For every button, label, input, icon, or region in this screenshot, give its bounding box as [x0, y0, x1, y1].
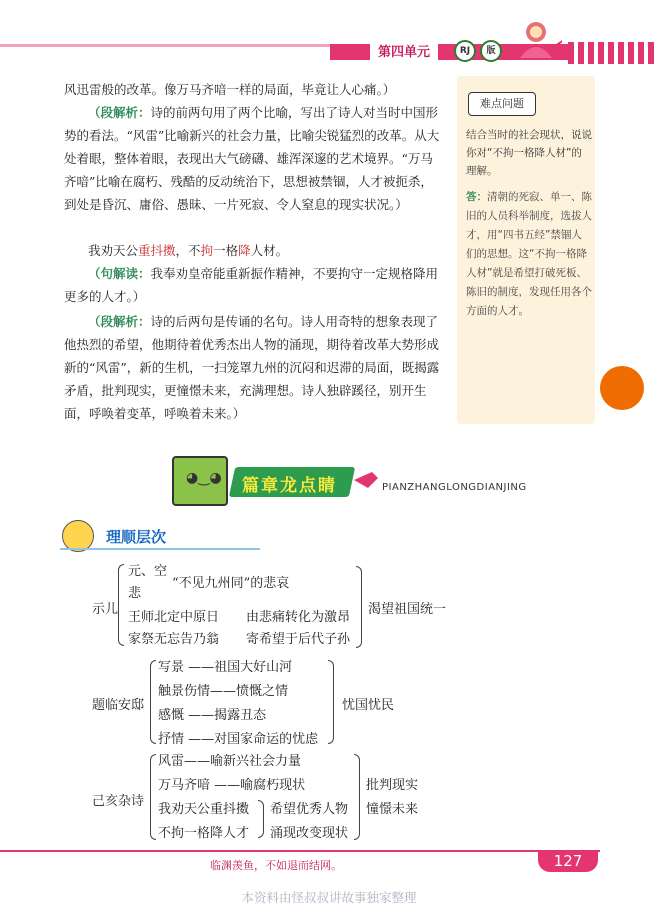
inner-brace	[258, 800, 264, 838]
tree-node: 抒情 ——对国家命运的忧虑	[158, 732, 319, 747]
banner-title: 篇章龙点睛	[242, 476, 337, 496]
poem-text: ，不	[175, 243, 201, 258]
tree-node: 家祭无忘告乃翁	[128, 632, 220, 647]
edition-badge: RJ	[454, 40, 476, 62]
poem-text: 人材。	[250, 243, 289, 258]
tree-node: 我劝天公重抖擞	[158, 802, 250, 817]
tree-node: 万马齐喑 ——喻腐朽现状	[158, 778, 306, 793]
side-note-title: 难点问题	[468, 92, 536, 116]
sentence-interpretation	[64, 262, 444, 308]
header-decoration	[568, 42, 658, 64]
tree-node: 寄希望于后代子孙	[246, 632, 351, 647]
tree-node: “不见九州同”的悲哀	[172, 576, 290, 591]
poem-title: 题临安邸	[92, 698, 145, 713]
interpretation-tag: （句解读：	[88, 266, 151, 281]
header-stripe	[0, 44, 330, 47]
analysis-tag: （段解析：	[88, 105, 151, 120]
paragraph-text: 诗的后两句是传诵的名句。诗人用奇特的想象表现了他热烈的希望，他期待着优秀杰出人物的涌现，期待着改革大势形成新的“风雷”，新的生机，一扫笼罩九州的沉闷和迟滞的局面，既揭露矛盾，批判现实，更憧憬未来，充满理想。诗人独辟蹊径，别开生面，呼唤着变革，呼唤着未来。）	[64, 314, 440, 421]
right-brace	[328, 660, 334, 744]
tree-node: 涌现改变现状	[270, 826, 349, 841]
section-underline	[60, 548, 260, 550]
answer-text: 清朝的死寂、单一、陈旧的人员科举制度，选拔人才，用“四书五经”禁锢人们的思想。这“不拘一格降人材”就是希望打破死板、陈旧的制度，发现任用各个方面的人才。	[466, 191, 592, 317]
cube-face-icon: ◕‿◕	[186, 470, 222, 486]
tree-node: 触景伤情——愤慨之情	[158, 684, 289, 699]
answer-label: 答：	[466, 191, 487, 203]
poem-title: 己亥杂诗	[92, 794, 145, 809]
paragraph-text: 风迅雷般的改革。像万马齐喑一样的局面，毕竟让人心痛。）	[64, 82, 396, 97]
tree-node: 写景 ——祖国大好山河	[158, 660, 293, 675]
footer-note: 本资料由怪叔叔讲故事独家整理	[241, 890, 417, 905]
tree-result: 忧国忧民	[342, 698, 395, 713]
paragraph-analysis-1	[64, 101, 444, 216]
tree-result: 渴望祖国统一	[368, 602, 447, 617]
mascot-icon	[600, 366, 644, 410]
right-brace	[356, 566, 362, 648]
page-number: 127	[538, 850, 598, 872]
pointing-hand-icon	[352, 468, 382, 492]
paragraph-0	[64, 78, 444, 101]
unit-title: 第四单元	[370, 39, 438, 62]
left-brace	[150, 660, 156, 744]
paragraph-text: 我奉劝皇帝能重新振作精神，不要拘守一定规格降用更多的人才。）	[64, 266, 439, 304]
tree-node: 由悲痛转化为激昂	[246, 610, 351, 625]
poem-text: 一格	[213, 243, 239, 258]
poem-keyword: 抖擞	[150, 243, 176, 258]
banner-pinyin: PIANZHANGLONGDIANJING	[382, 482, 527, 493]
tree-node: 感慨 ——揭露丑态	[158, 708, 267, 723]
edition-badge-2: 版	[480, 40, 502, 62]
right-brace	[354, 754, 360, 840]
tree-node: 不拘一格降人才	[158, 826, 250, 841]
footer-slogan: 临渊羡鱼，不如退而结网。	[210, 859, 342, 872]
tree-node: 元、空	[128, 564, 168, 579]
left-brace	[118, 564, 124, 646]
side-note-answer	[466, 188, 592, 321]
tree-node: 悲	[128, 586, 142, 601]
poem-text: 我劝天公	[88, 243, 139, 258]
tree-node: 希望优秀人物	[270, 802, 349, 817]
tree-node: 王师北定中原日	[128, 610, 220, 625]
fairy-mascot-icon	[506, 18, 562, 60]
poem-keyword: 拘	[200, 243, 214, 258]
tree-node: 风雷——喻新兴社会力量	[158, 754, 302, 769]
side-note-question: 结合当时的社会现状，说说你对“不拘一格降人材”的理解。	[466, 129, 592, 177]
paragraph-text: 诗的前两句用了两个比喻，写出了诗人对当时中国形势的看法。“风雷”比喻新兴的社会力量，比喻尖锐猛烈的改革。从大处着眼，整体着眼，表现出大气磅礴、雄浑深邃的艺术境界。“万马齐喑”比喻在腐朽、残酷的反动统治下，思想被禁锢，人才被扼杀，到处是昏沉、庸俗、愚昧、一片死寂、令人窒息的现实状况。）	[64, 105, 440, 212]
tree-result: 憧憬未来	[366, 802, 419, 817]
section-title: 理顺层次	[106, 528, 167, 546]
poem-line	[64, 239, 444, 262]
paragraph-analysis-2	[64, 310, 444, 425]
poem-keyword: 降	[238, 243, 251, 258]
poem-keyword: 重	[138, 243, 151, 258]
footer-line	[0, 850, 600, 852]
left-brace	[150, 754, 156, 840]
analysis-tag: （段解析：	[88, 314, 151, 329]
tree-result: 批判现实	[366, 778, 419, 793]
poem-title: 示儿	[92, 602, 119, 617]
